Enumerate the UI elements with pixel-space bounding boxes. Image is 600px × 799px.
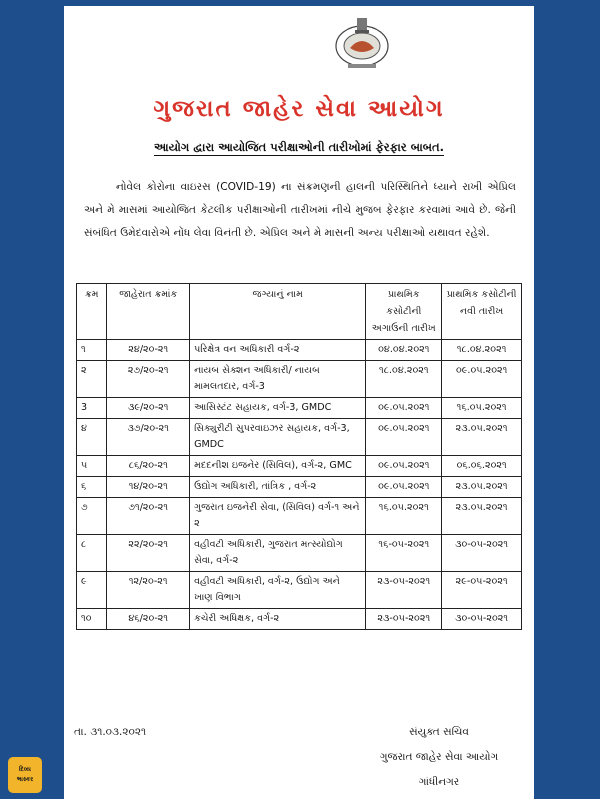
logo-line-1: દિવ્ય: [19, 766, 31, 773]
cell-serial: ૧: [77, 340, 107, 361]
document-page: [64, 6, 534, 799]
cell-old-date: ૧૮.૦૪.૨૦૨૧: [366, 361, 442, 398]
table-row: [77, 340, 522, 361]
cell-serial: 3: [77, 398, 107, 419]
cell-serial: ૫: [77, 456, 107, 477]
cell-new-date: ૦૯.૦૫.૨૦૨૧: [442, 361, 522, 398]
cell-new-date: ૧૮.૦૪.૨૦૨૧: [442, 340, 522, 361]
cell-post-name: ઉદ્યોગ અધિકારી, તાંત્રિક , વર્ગ-૨: [190, 477, 366, 498]
cell-advt-no: ૧૨/૨૦-૨૧: [107, 572, 190, 609]
cell-advt-no: ૪૬/૨૦-૨૧: [107, 609, 190, 630]
table-header-row: [77, 284, 522, 340]
table-row: [77, 609, 522, 630]
signatory-office: ગુજરાત જાહેર સેવા આયોગ: [379, 751, 499, 763]
cell-advt-no: ૧૪/૨૦-૨૧: [107, 477, 190, 498]
cell-post-name: નાયબ સેક્શન અધિકારી/ નાયબ મામલતદાર, વર્ગ-3: [190, 361, 366, 398]
cell-post-name: વહીવટી અધિકારી, ગુજરાત મત્સ્યોદ્યોગ સેવા, વર્ગ-૨: [190, 535, 366, 572]
cell-new-date: ૨૩.૦૫.૨૦૨૧: [442, 419, 522, 456]
cell-old-date: ૦૯.૦૫.૨૦૨૧: [366, 419, 442, 456]
table-row: [77, 535, 522, 572]
cell-post-name: ગુજરાત ઇજનેરી સેવા, (સિવિલ) વર્ગ-૧ અને ૨: [190, 498, 366, 535]
table-row: [77, 361, 522, 398]
cell-old-date: ૧૬-૦૫-૨૦૨૧: [366, 535, 442, 572]
signatory-city: ગાંધીનગર: [418, 776, 460, 788]
header-old-date: પ્રાથમિક કસોટીની અગાઉની તારીખ: [366, 284, 442, 340]
table-row: [77, 398, 522, 419]
table-row: [77, 498, 522, 535]
cell-serial: ૪: [77, 419, 107, 456]
header-serial: ક્રમ: [77, 284, 107, 340]
intro-paragraph: નોવેલ કોરોના વાઇરસ (COVID-19) ના સંક્રમણની હાલની પરિસ્થિતિને ધ્યાને રાખી એપ્રિલ અને મે માસમાં આયોજિત કેટલીક પરીક્ષાઓની તારીખમાં નીચે મુજબ ફેરફાર કરવામાં આવે છે. જેની સંબંધિત ઉમેદવારોએ નોંધ લેવા વિનંતી છે. એપ્રિલ અને મે માસની અન્ય પરીક્ષાઓ યથાવત રહેશે.: [84, 181, 516, 239]
cell-new-date: ૩૦-૦૫-૨૦૨૧: [442, 609, 522, 630]
cell-new-date: ૩૦-૦૫-૨૦૨૧: [442, 535, 522, 572]
cell-new-date: ૨૩.૦૫.૨૦૨૧: [442, 498, 522, 535]
page-title: ગુજરાત જાહેર સેવા આયોગ: [153, 96, 445, 122]
divya-bhaskar-logo: [8, 757, 42, 793]
cell-old-date: ૦૯.૦૫.૨૦૨૧: [366, 456, 442, 477]
cell-advt-no: ૨૨/૨૦-૨૧: [107, 535, 190, 572]
logo-line-2: ભાસ્કર: [16, 776, 34, 783]
cell-post-name: કચેરી અધિક્ષક, વર્ગ-૨: [190, 609, 366, 630]
cell-advt-no: ૨૭/૨૦-૨૧: [107, 361, 190, 398]
cell-advt-no: ૮૬/૨૦-૨૧: [107, 456, 190, 477]
cell-advt-no: ૨૪/૨૦-૨૧: [107, 340, 190, 361]
cell-serial: ૮: [77, 535, 107, 572]
cell-old-date: ૦૪.૦૪.૨૦૨૧: [366, 340, 442, 361]
cell-advt-no: ૩૯/૨૦-૨૧: [107, 398, 190, 419]
cell-new-date: ૦૬.૦૬.૨૦૨૧: [442, 456, 522, 477]
signatory-designation: સંયુક્ત સચિવ: [409, 726, 469, 738]
notice-date: તા. ૩૧.૦૩.૨૦૨૧: [74, 726, 147, 738]
cell-serial: ૯: [77, 572, 107, 609]
cell-old-date: ૨૩-૦૫-૨૦૨૧: [366, 572, 442, 609]
cell-old-date: ૦૯.૦૫.૨૦૨૧: [366, 398, 442, 419]
cell-new-date: ૧૬.૦૫.૨૦૨૧: [442, 398, 522, 419]
subtitle-text: આયોગ દ્વારા આયોજિત પરીક્ષાઓની તારીખોમાં ફેરફાર બાબત.: [154, 140, 444, 154]
cell-post-name: વહીવટી અધિકારી, વર્ગ-૨, ઉદ્યોગ અને ખાણ વિભાગ: [190, 572, 366, 609]
page-subtitle: [64, 140, 534, 155]
table-row: [77, 456, 522, 477]
cell-old-date: ૨૩-૦૫-૨૦૨૧: [366, 609, 442, 630]
cell-serial: ૨: [77, 361, 107, 398]
header-new-date: પ્રાથમિક કસોટીની નવી તારીખ: [442, 284, 522, 340]
state-emblem-icon: [330, 14, 394, 70]
cell-serial: ૭: [77, 498, 107, 535]
cell-old-date: ૧૬.૦૫.૨૦૨૧: [366, 498, 442, 535]
cell-post-name: આસિસ્ટંટ સહાયક, વર્ગ-3, GMDC: [190, 398, 366, 419]
cell-serial: ૧૦: [77, 609, 107, 630]
cell-advt-no: ૭૧/૨૦-૨૧: [107, 498, 190, 535]
exam-schedule-table: [76, 283, 522, 630]
table-row: [77, 477, 522, 498]
cell-new-date: ૨૩.૦૫.૨૦૨૧: [442, 477, 522, 498]
header-post-name: જગ્યાનું નામ: [190, 284, 366, 340]
header-advt-no: જાહેરાત ક્રમાંક: [107, 284, 190, 340]
cell-new-date: ૨૯-૦૫-૨૦૨૧: [442, 572, 522, 609]
cell-post-name: સિક્યુરીટી સુપરવાઇઝર સહાયક, વર્ગ-3, GMDC: [190, 419, 366, 456]
cell-old-date: ૦૯.૦૫.૨૦૨૧: [366, 477, 442, 498]
cell-post-name: પરિક્ષેત્ર વન અધિકારી વર્ગ-૨: [190, 340, 366, 361]
cell-advt-no: ૩૭/૨૦-૨૧: [107, 419, 190, 456]
cell-post-name: મદદનીશ ઇજનેર (સિવિલ), વર્ગ-૨, GMC: [190, 456, 366, 477]
table-row: [77, 572, 522, 609]
cell-serial: ૬: [77, 477, 107, 498]
table-row: [77, 419, 522, 456]
